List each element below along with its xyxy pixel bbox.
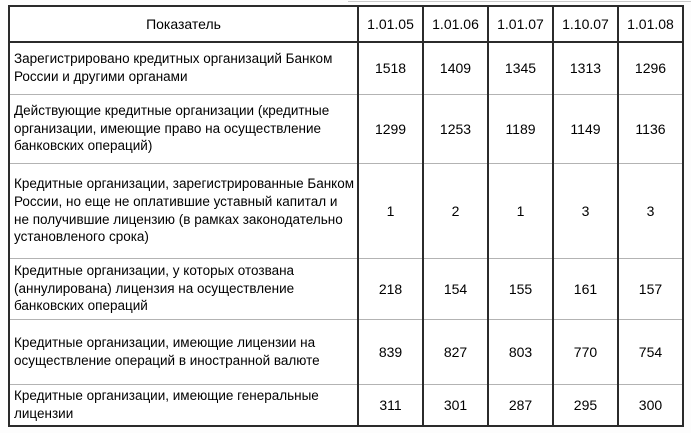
value-cell: 1136 — [618, 94, 683, 163]
value-cell: 154 — [423, 258, 488, 319]
header-cell-date-1: 1.01.05 — [358, 6, 423, 42]
table-header-row — [9, 6, 683, 42]
value-cell: 1149 — [553, 94, 618, 163]
value-cell: 2 — [423, 163, 488, 258]
value-cell: 827 — [423, 319, 488, 384]
value-cell: 287 — [488, 384, 553, 426]
value-cell: 1313 — [553, 42, 618, 94]
header-cell-date-2: 1.01.06 — [423, 6, 488, 42]
value-cell: 839 — [358, 319, 423, 384]
value-cell: 1189 — [488, 94, 553, 163]
value-cell: 3 — [553, 163, 618, 258]
value-cell: 754 — [618, 319, 683, 384]
table-row — [9, 319, 683, 384]
value-cell: 157 — [618, 258, 683, 319]
header-cell-date-3: 1.01.07 — [488, 6, 553, 42]
value-cell: 161 — [553, 258, 618, 319]
cropped-top-line-artifact — [348, 1, 691, 2]
value-cell: 770 — [553, 319, 618, 384]
header-cell-date-5: 1.01.08 — [618, 6, 683, 42]
header-cell-date-4: 1.10.07 — [553, 6, 618, 42]
value-cell: 1 — [488, 163, 553, 258]
table-row — [9, 94, 683, 163]
header-cell-indicator: Показатель — [9, 6, 358, 42]
value-cell: 301 — [423, 384, 488, 426]
value-cell: 803 — [488, 319, 553, 384]
value-cell: 1409 — [423, 42, 488, 94]
value-cell: 3 — [618, 163, 683, 258]
table-row — [9, 258, 683, 319]
table-row — [9, 163, 683, 258]
value-cell: 1253 — [423, 94, 488, 163]
row-label: Зарегистрировано кредитных организаций Банком России и другими органами — [9, 42, 358, 94]
value-cell: 1 — [358, 163, 423, 258]
row-label: Кредитные организации, зарегистрированные Банком России, но еще не оплатившие уставный капитал и не получившие лицензию (в рамках законодательно установленого срока) — [9, 163, 358, 258]
row-label: Кредитные организации, у которых отозвана (аннулирована) лицензия на осуществление банковских операций — [9, 258, 358, 319]
row-label: Кредитные организации, имеющие лицензии на осуществление операций в иностранной валюте — [9, 319, 358, 384]
table-row — [9, 384, 683, 426]
row-label: Действующие кредитные организации (кредитные организации, имеющие право на осуществление банковских операций) — [9, 94, 358, 163]
value-cell: 155 — [488, 258, 553, 319]
table-row — [9, 42, 683, 94]
value-cell: 1518 — [358, 42, 423, 94]
value-cell: 311 — [358, 384, 423, 426]
row-label: Кредитные организации, имеющие генеральные лицензии — [9, 384, 358, 426]
value-cell: 1345 — [488, 42, 553, 94]
value-cell: 300 — [618, 384, 683, 426]
value-cell: 218 — [358, 258, 423, 319]
value-cell: 295 — [553, 384, 618, 426]
value-cell: 1299 — [358, 94, 423, 163]
credit-organizations-table — [8, 5, 684, 427]
value-cell: 1296 — [618, 42, 683, 94]
